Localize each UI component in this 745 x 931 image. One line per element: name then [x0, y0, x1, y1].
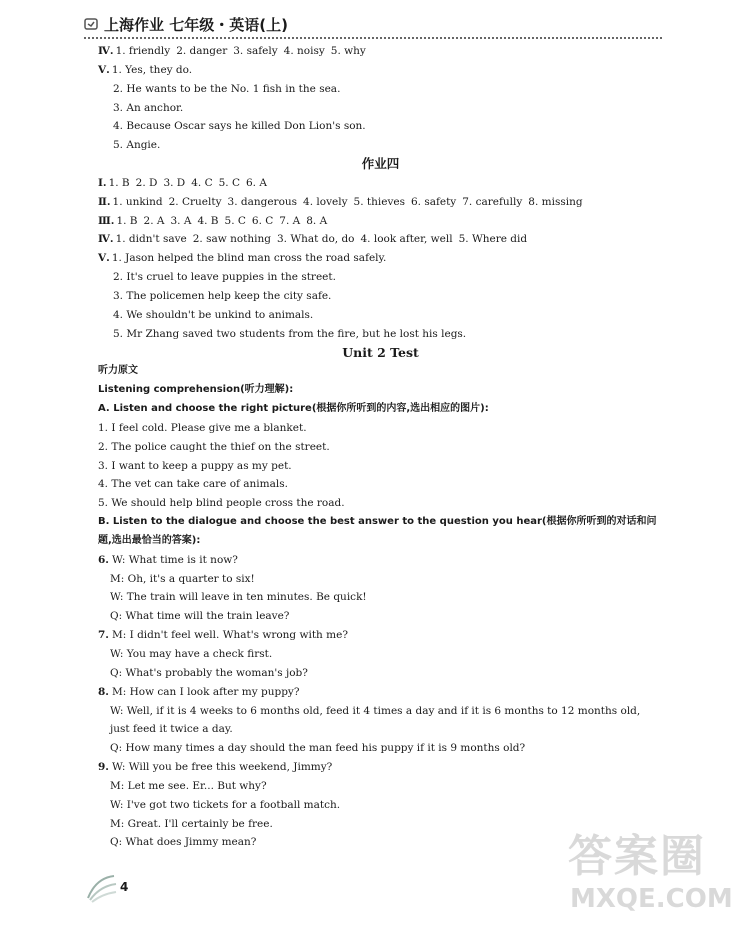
part-b-heading: B. Listen to the dialogue and choose the best answer to the question you hear(根据你所听到的对话和问题,选出最恰当的答案): — [98, 516, 657, 546]
answer-item: 6. A — [246, 176, 267, 189]
dialogue-line: Q: What time will the train leave? — [110, 610, 290, 623]
listening-script-label: 听力原文 — [98, 365, 138, 377]
answer-item: 7. A — [279, 214, 301, 227]
dialogue-line: W: The train will leave in ten minutes. Be quick! — [110, 591, 367, 604]
answer-content — [98, 42, 663, 852]
page-header — [84, 14, 662, 40]
answer-item: 4. lovely — [303, 195, 348, 208]
roman-numeral: Ⅲ. — [98, 214, 115, 227]
listening-line: 1. I feel cold. Please give me a blanket. — [98, 421, 307, 434]
answer-item: 2. A — [143, 214, 165, 227]
hw4-row-ii — [98, 193, 663, 212]
homework4-title: 作业四 — [361, 156, 400, 172]
watermark-text: 答案圈 — [568, 831, 706, 882]
answer-line: 2. He wants to be the No. 1 fish in the sea. — [113, 82, 341, 95]
answer-line: 4. Because Oscar says he killed Don Lion's son. — [113, 120, 366, 133]
header-divider — [84, 37, 662, 39]
hw4-row-iii — [98, 212, 663, 231]
answer-item: 7. carefully — [462, 195, 523, 208]
answer-line: 3. The policemen help keep the city safe. — [113, 289, 332, 302]
roman-numeral: Ⅱ. — [98, 195, 111, 208]
roman-numeral: Ⅰ. — [98, 176, 107, 189]
dialogue-line — [98, 551, 663, 570]
hw4-row-iv — [98, 230, 663, 249]
dialogue-line: W: Well, if it is 4 weeks to 6 months old, feed it 4 times a day and if it is 6 months to 12 months old, just feed it twice a day. — [110, 704, 641, 736]
answer-item: 5. why — [330, 45, 366, 57]
answer-item: 8. missing — [528, 195, 583, 208]
answer-line: 4. We shouldn't be unkind to animals. — [113, 308, 314, 321]
answer-item: 1. friendly — [115, 45, 171, 57]
roman-numeral: Ⅴ. — [98, 63, 110, 76]
dialogue-line: W: I've got two tickets for a football match. — [110, 798, 341, 811]
dialogue-text: W: Will you be free this weekend, Jimmy? — [111, 761, 333, 774]
dialogue-line — [98, 683, 663, 702]
roman-numeral: Ⅴ. — [98, 252, 110, 265]
dialogue-line: Q: What's probably the woman's job? — [110, 666, 308, 679]
dialogue-line: M: Let me see. Er... But why? — [110, 779, 267, 792]
answer-line: 2. It's cruel to leave puppies in the street. — [113, 271, 336, 284]
answer-item: 2. D — [135, 176, 158, 189]
answer-item: 3. A — [170, 214, 192, 227]
hw4-row-v — [98, 249, 663, 268]
answer-item: 3. D — [163, 176, 186, 189]
dialogue-number: 7. — [98, 629, 109, 642]
answer-item: 4. noisy — [283, 45, 325, 57]
listening-comprehension-label: Listening comprehension(听力理解): — [98, 384, 294, 396]
answer-item: 5. C — [224, 214, 246, 227]
answer-item: 3. safely — [233, 45, 278, 57]
answer-item: 2. saw nothing — [192, 233, 271, 246]
roman-numeral: Ⅳ. — [98, 233, 114, 246]
answer-item: 2. Cruelty — [168, 195, 222, 208]
part-a-heading: A. Listen and choose the right picture(根据你所听到的内容,选出相应的图片): — [98, 403, 489, 415]
unit-test-title: Unit 2 Test — [342, 344, 419, 360]
answer-item: 5. Where did — [458, 233, 528, 246]
hw4-row-i — [98, 174, 663, 193]
answer-item: 1. B — [108, 176, 130, 189]
answer-item: 5. C — [218, 176, 240, 189]
answer-item: 6. safety — [410, 195, 457, 208]
dialogue-number: 9. — [98, 761, 109, 774]
page-footer — [86, 874, 176, 914]
listening-line: 4. The vet can take care of animals. — [98, 478, 288, 491]
roman-numeral: Ⅳ. — [98, 45, 114, 57]
dialogue-line: M: Great. I'll certainly be free. — [110, 817, 273, 830]
dialogue-text: M: I didn't feel well. What's wrong with me? — [111, 629, 348, 642]
listening-line: 3. I want to keep a puppy as my pet. — [98, 459, 292, 472]
answer-line: 1. Jason helped the blind man cross the road safely. — [111, 252, 387, 265]
watermark-logo — [560, 820, 735, 920]
answer-line: 3. An anchor. — [113, 101, 184, 114]
watermark-url: MXQE.COM — [570, 884, 733, 914]
dialogue-line — [98, 758, 663, 777]
answer-item: 5. thieves — [353, 195, 405, 208]
answer-item: 4. C — [191, 176, 213, 189]
answer-item: 4. B — [197, 214, 219, 227]
dialogue-line: Q: What does Jimmy mean? — [110, 836, 257, 849]
answer-item: 1. didn't save — [115, 233, 187, 246]
answer-item: 3. dangerous — [227, 195, 298, 208]
answer-row-v-prev — [98, 61, 663, 80]
page-number: 4 — [120, 880, 129, 894]
answer-line: 5. Mr Zhang saved two students from the fire, but he lost his legs. — [113, 327, 467, 340]
answer-item: 3. What do, do — [277, 233, 355, 246]
answer-line: 5. Angie. — [113, 139, 161, 152]
dialogue-number: 6. — [98, 553, 109, 566]
listening-line: 2. The police caught the thief on the street. — [98, 440, 330, 453]
dialogue-line: Q: How many times a day should the man feed his puppy if it is 9 months old? — [110, 742, 526, 755]
answer-item: 2. danger — [176, 45, 228, 57]
answer-line: 1. Yes, they do. — [111, 63, 193, 76]
dialogue-line — [98, 626, 663, 645]
dialogue-text: W: What time is it now? — [111, 553, 238, 566]
answer-item: 4. look after, well — [360, 233, 453, 246]
listening-line: 5. We should help blind people cross the road. — [98, 497, 345, 510]
header-title: 上海作业 七年级・英语(上) — [104, 16, 288, 34]
leaf-decoration-icon — [86, 874, 118, 904]
book-logo-icon — [84, 17, 98, 31]
answer-item: 8. A — [306, 214, 328, 227]
answer-row-iv-prev — [98, 42, 663, 61]
answer-item: 6. C — [251, 214, 274, 227]
dialogue-line: M: Oh, it's a quarter to six! — [110, 572, 255, 585]
answer-item: 1. unkind — [112, 195, 163, 208]
dialogue-text: M: How can I look after my puppy? — [111, 685, 300, 698]
answer-item: 1. B — [116, 214, 138, 227]
dialogue-line: W: You may have a check first. — [110, 648, 273, 660]
dialogue-number: 8. — [98, 685, 109, 698]
